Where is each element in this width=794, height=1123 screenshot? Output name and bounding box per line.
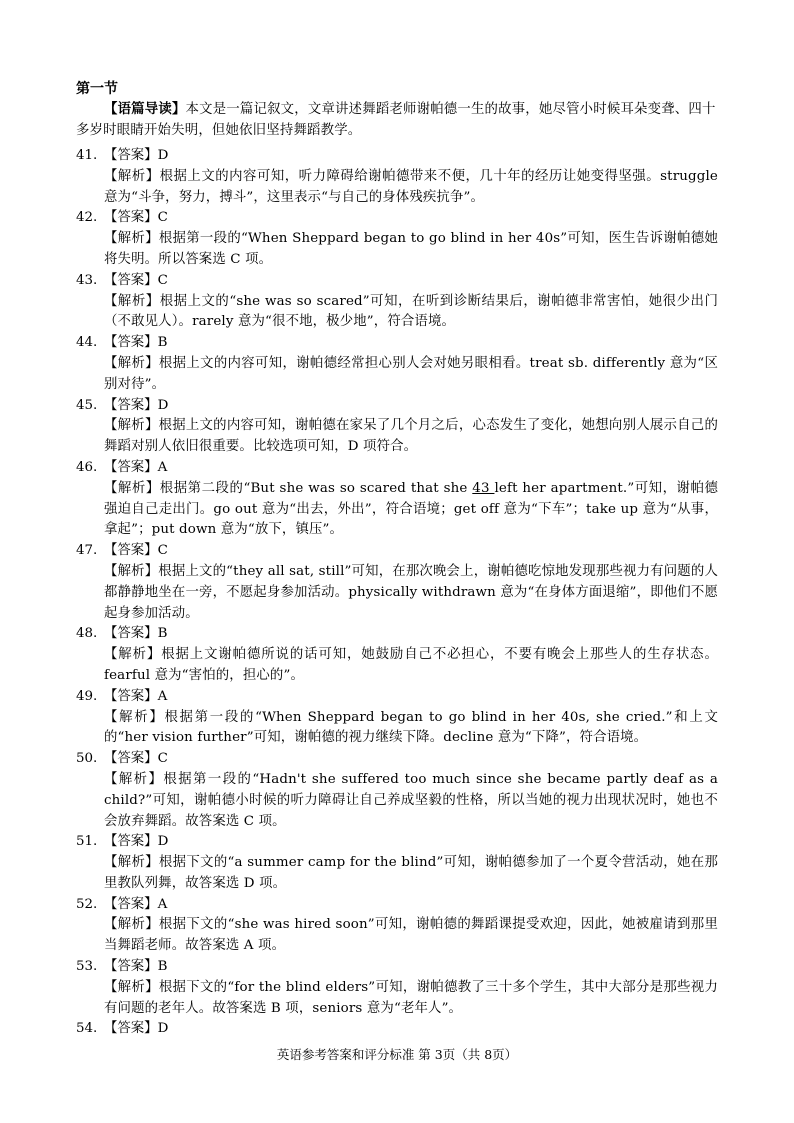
answer-item-46 <box>76 458 718 541</box>
answer-item-42 <box>76 208 718 270</box>
answer-value: C <box>157 751 168 767</box>
answer-item-41 <box>76 146 718 208</box>
answer-item-51 <box>76 832 718 894</box>
explanation-tag: 【解析】 <box>104 168 160 184</box>
explanation-tag: 【解析】 <box>104 917 159 933</box>
answer-item-48 <box>76 624 718 686</box>
explanation-tag: 【解析】 <box>104 418 159 434</box>
answer-item-50 <box>76 749 718 832</box>
answer-tag: 【答案】 <box>104 543 158 559</box>
answer-value: A <box>157 896 168 912</box>
explanation-text: 根据第二段的“But she was so scared that she <box>159 480 473 496</box>
explanation-tag: 【解析】 <box>104 355 159 371</box>
explanation-text: 根据第一段的“When Sheppard began to go blind in her 40s, she cried.”和上文的“her vision further”可知，谢帕德的视力继续下降。decline 意为“下降”，符合语境。 <box>104 709 718 746</box>
explanation-text: 根据上文的“she was so scared”可知，在听到诊断结果后，谢帕德非常害怕，她很少出门（不敢见人）。rarely 意为“很不地，极少地”，符合语境。 <box>104 293 718 330</box>
explanation-tag: 【解析】 <box>104 855 159 871</box>
explanation <box>76 708 718 750</box>
answer-item-53 <box>76 957 718 1019</box>
explanation-text: 根据第一段的“When Sheppard began to go blind in her 40s”可知，医生告诉谢帕德她将失明。所以答案选 C 项。 <box>104 231 718 267</box>
explanation-tag: 【解析】 <box>104 709 165 725</box>
explanation-tag: 【解析】 <box>104 231 159 247</box>
page-footer: 英语参考答案和评分标准 第 3页（共 8页） <box>276 1047 518 1062</box>
explanation-text: 根据下文的“she was hired soon”可知，谢帕德的舞蹈课提受欢迎，因此，她被雇请到那里当舞蹈老师。故答案选 A 项。 <box>104 917 718 954</box>
question-number: 44. <box>76 335 98 351</box>
answer-tag: 【答案】 <box>104 959 158 975</box>
answer-item-47 <box>76 541 718 624</box>
explanation-text: 根据上文的内容可知，谢帕德经常担心别人会对她另眼相看。treat sb. differently 意为“区别对待”。 <box>104 355 718 392</box>
question-number: 51. <box>76 834 98 850</box>
explanation <box>76 229 718 271</box>
answer-tag: 【答案】 <box>104 272 158 288</box>
answer-value: B <box>157 335 168 351</box>
explanation-tag: 【解析】 <box>104 293 160 309</box>
answer-item-43 <box>76 271 718 333</box>
answer-tag: 【答案】 <box>104 148 158 163</box>
answer-value: C <box>157 272 168 288</box>
answer-item-45 <box>76 396 718 458</box>
answer-value: D <box>157 834 169 850</box>
question-number: 45. <box>76 397 98 413</box>
question-number: 53. <box>76 959 98 975</box>
explanation <box>76 645 718 687</box>
question-number: 52. <box>76 896 98 912</box>
answer-tag: 【答案】 <box>104 397 158 413</box>
answer-list <box>76 146 718 1040</box>
answer-value: A <box>157 459 168 475</box>
question-number: 41. <box>76 148 98 163</box>
blank-number: 43 <box>472 480 495 496</box>
answer-tag: 【答案】 <box>104 1021 158 1037</box>
explanation-text: 根据上文的“they all sat, still”可知，在那次晚会上，谢帕德吃惊地发现那些视力有问题的人都静静地坐在一旁，不愿起身参加活动。physically withdrawn 意为“在身体方面退缩”，即他们不愿起身参加活动。 <box>104 563 718 621</box>
explanation <box>76 770 718 832</box>
question-number: 46. <box>76 459 98 475</box>
explanation-text: 根据下文的“a summer camp for the blind”可知，谢帕德参加了一个夏令营活动，她在那里教队列舞，故答案选 D 项。 <box>104 855 718 891</box>
explanation-tag: 【解析】 <box>104 480 160 496</box>
explanation-tag: 【解析】 <box>104 563 159 579</box>
explanation <box>76 915 718 957</box>
answer-tag: 【答案】 <box>104 626 158 642</box>
question-number: 49. <box>76 688 98 704</box>
reading-guide-text: 本文是一篇记叙文，文章讲述舞蹈老师谢帕德一生的故事，她尽管小时候耳朵变聋、四十多岁时眼睛开始失明，但她依旧坚持舞蹈教学。 <box>76 102 716 138</box>
reading-guide-paragraph <box>76 99 718 141</box>
answer-tag: 【答案】 <box>104 459 158 475</box>
section-title: 第一节 <box>76 81 118 97</box>
answer-value: C <box>157 210 168 226</box>
explanation <box>76 479 718 541</box>
question-number: 47. <box>76 543 98 559</box>
explanation-text: 根据上文的内容可知，听力障碍给谢帕德带来不便，几十年的经历让她变得坚强。struggle 意为“斗争，努力，搏斗”，这里表示“与自己的身体残疾抗争”。 <box>104 168 718 205</box>
question-number: 42. <box>76 210 98 226</box>
question-number: 48. <box>76 626 98 642</box>
explanation-text: 根据第一段的“Hadn't she suffered too much since she became partly deaf as a child?”可知，谢帕德小时候的听力障碍让自己养成坚毅的性格，所以当她的视力出现状况时，她也不会放弃舞蹈。故答案选 C 项。 <box>104 771 718 829</box>
answer-item-52 <box>76 895 718 957</box>
explanation <box>76 562 718 624</box>
answer-value: D <box>157 1021 169 1037</box>
explanation-text: 根据上文谢帕德所说的话可知，她鼓励自己不必担心，不要有晚会上那些人的生存状态。fearful 意为“害怕的，担心的”。 <box>104 647 718 683</box>
explanation <box>76 354 718 396</box>
answer-item-49 <box>76 687 718 749</box>
explanation-text: 根据下文的“for the blind elders”可知，谢帕德教了三十多个学生，其中大部分是那些视力有问题的老年人。故答案选 B 项，seniors 意为“老年人”。 <box>104 979 718 1016</box>
explanation <box>76 167 718 209</box>
answer-value: C <box>157 543 168 559</box>
answer-value: D <box>157 397 169 413</box>
question-number: 43. <box>76 272 98 288</box>
explanation <box>76 292 718 334</box>
explanation-tag: 【解析】 <box>104 771 164 787</box>
answer-item-54 <box>76 1019 718 1040</box>
explanation-text: left her apartment.”可知，谢帕德强迫自己走出门。go out 意为“出去，外出”，符合语境；get off 意为“下车”；take up 意为“从事，拿起”；put down 意为“放下，镇压”。 <box>104 480 718 538</box>
explanation-text: 根据上文的内容可知，谢帕德在家呆了几个月之后，心态发生了变化，她想向别人展示自己的舞蹈对别人依旧很重要。比较选项可知，D 项符合。 <box>104 418 718 455</box>
explanation-tag: 【解析】 <box>104 647 162 663</box>
answer-tag: 【答案】 <box>104 834 158 850</box>
explanation <box>76 853 718 895</box>
answer-value: B <box>157 626 168 642</box>
explanation <box>76 978 718 1020</box>
answer-tag: 【答案】 <box>104 210 158 226</box>
answer-tag: 【答案】 <box>104 896 158 912</box>
answer-tag: 【答案】 <box>104 335 158 351</box>
answer-tag: 【答案】 <box>104 688 158 704</box>
answer-value: B <box>157 959 168 975</box>
question-number: 50. <box>76 751 98 767</box>
question-number: 54. <box>76 1021 98 1037</box>
reading-guide-tag: 【语篇导读】 <box>104 101 186 117</box>
explanation-tag: 【解析】 <box>104 979 159 995</box>
answer-value: A <box>157 688 168 704</box>
explanation <box>76 416 718 458</box>
answer-tag: 【答案】 <box>104 751 158 767</box>
answer-value: D <box>157 148 169 163</box>
answer-item-44 <box>76 333 718 395</box>
